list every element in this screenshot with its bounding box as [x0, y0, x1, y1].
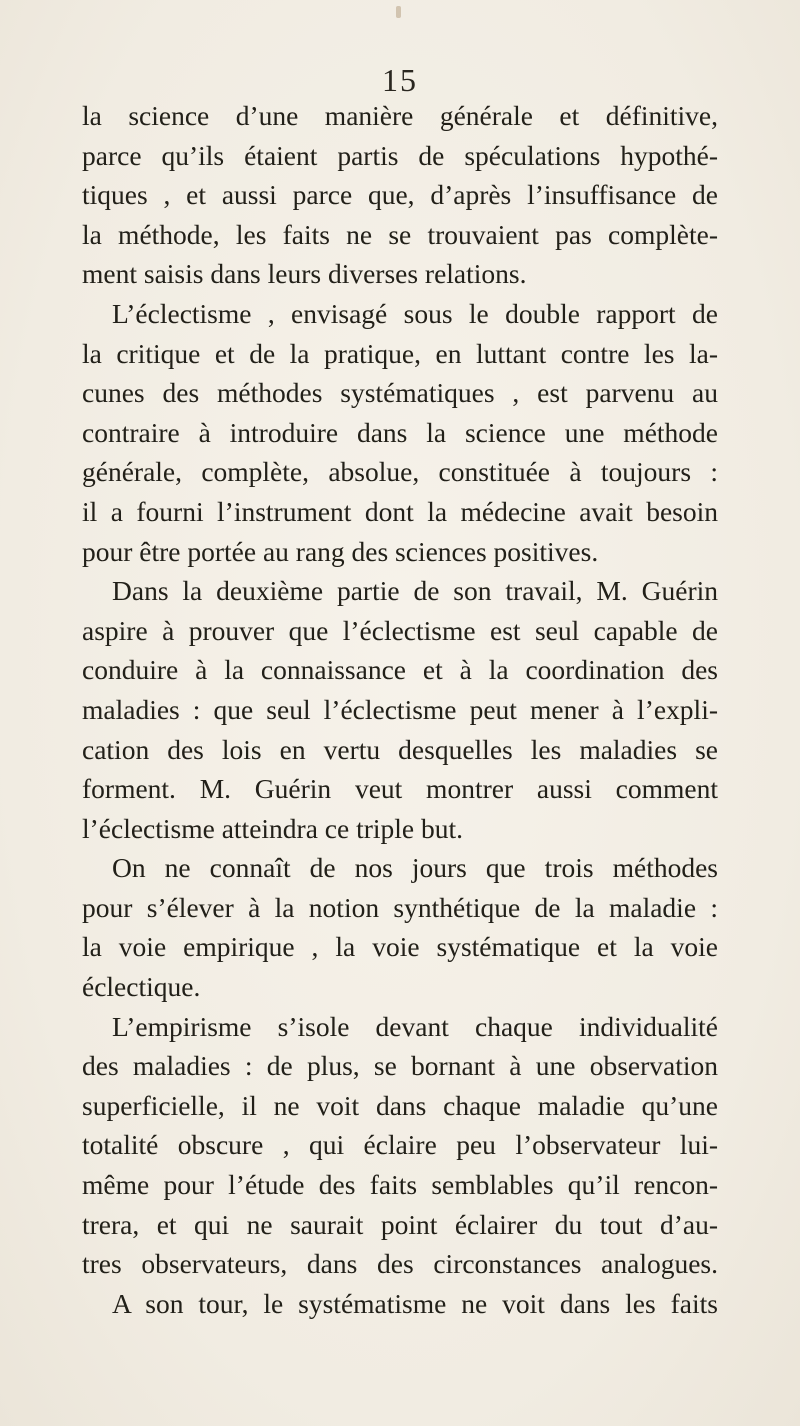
text-line: parce qu’ils étaient partis de spéculations hypothé- [82, 139, 718, 171]
text-line: la voie empirique , la voie systématique et la voie [82, 931, 718, 963]
page-number: 15 [382, 62, 418, 98]
text-line: forment. M. Guérin veut montrer aussi comment [82, 773, 718, 805]
text-line: maladies : que seul l’éclectisme peut mener à l’expli- [82, 693, 718, 725]
text-line: des maladies : de plus, se bornant à une observation [82, 1050, 718, 1082]
text-line: pour s’élever à la notion synthétique de la maladie : [82, 891, 718, 923]
text-line: A son tour, le systématisme ne voit dans les faits [112, 1287, 718, 1319]
text-line: L’empirisme s’isole devant chaque individualité [112, 1010, 718, 1042]
text-line: aspire à prouver que l’éclectisme est seul capable de [82, 614, 718, 646]
text-line: l’éclectisme atteindra ce triple but. [82, 812, 463, 844]
text-line: tiques , et aussi parce que, d’après l’insuffisance de [82, 179, 718, 211]
text-line: superficielle, il ne voit dans chaque maladie qu’une [82, 1089, 718, 1121]
text-line: éclectique. [82, 971, 201, 1003]
text-line: ment saisis dans leurs diverses relations. [82, 258, 527, 290]
text-line: la science d’une manière générale et définitive, [82, 100, 718, 131]
text-line: contraire à introduire dans la science une méthode [82, 416, 718, 448]
paper-mark [396, 6, 401, 18]
text-line: cunes des méthodes systématiques , est parvenu au [82, 377, 718, 409]
text-line: la critique et de la pratique, en luttant contre les la- [82, 337, 718, 369]
text-line: On ne connaît de nos jours que trois méthodes [112, 852, 718, 884]
text-line: conduire à la connaissance et à la coordination des [82, 654, 718, 686]
text-line: totalité obscure , qui éclaire peu l’observateur lui- [82, 1129, 718, 1161]
text-line: cation des lois en vertu desquelles les maladies se [82, 733, 718, 765]
text-line: L’éclectisme , envisagé sous le double rapport de [112, 297, 718, 329]
text-line: il a fourni l’instrument dont la médecine avait besoin [82, 495, 718, 527]
text-line: Dans la deuxième partie de son travail, M. Guérin [112, 575, 718, 607]
text-line: tres observateurs, dans des circonstances analogues. [82, 1248, 718, 1280]
text-line: la méthode, les faits ne se trouvaient pas complète- [82, 218, 718, 250]
text-line: même pour l’étude des faits semblables qu’il rencon- [82, 1169, 718, 1201]
text-line: pour être portée au rang des sciences positives. [82, 535, 599, 567]
text-line: générale, complète, absolue, constituée à toujours : [82, 456, 718, 488]
text-line: trera, et qui ne saurait point éclairer du tout d’au- [82, 1208, 718, 1240]
body-text [82, 96, 718, 1323]
